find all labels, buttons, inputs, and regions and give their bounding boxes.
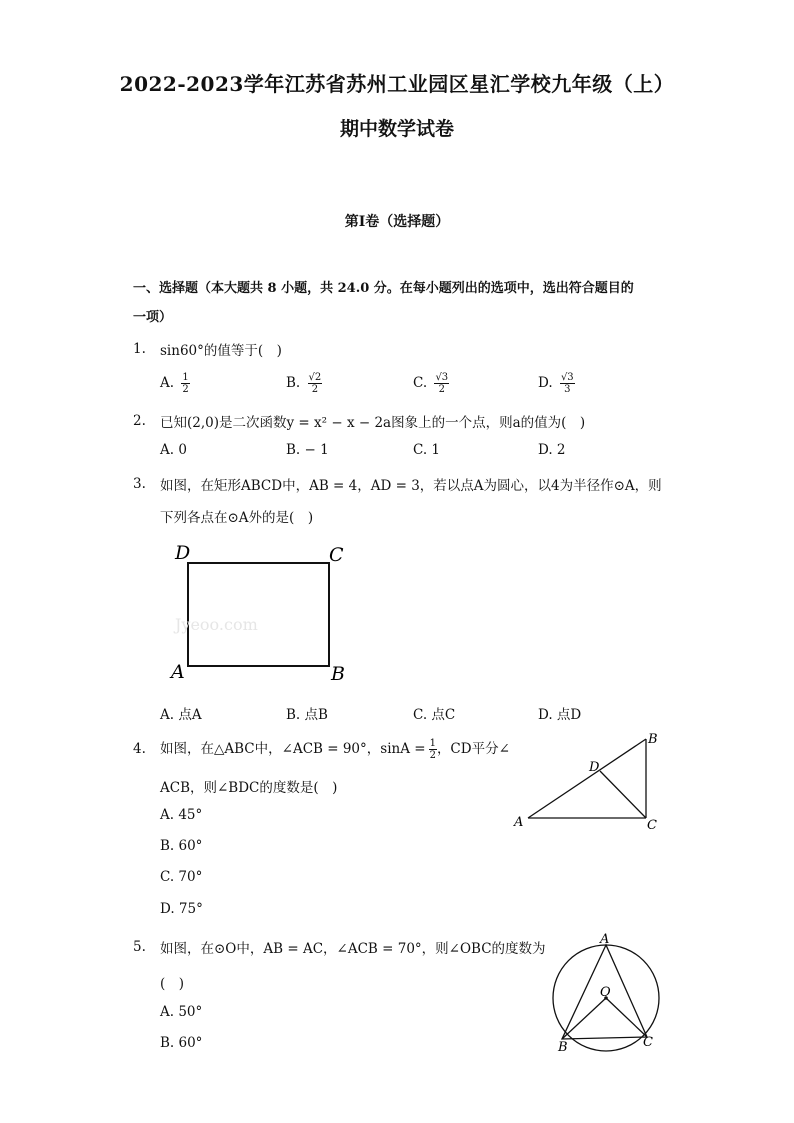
section-heading-line2: 一项） — [133, 310, 173, 325]
label-o: O — [600, 985, 611, 1000]
question-1-option-a: A. $\frac{1}{2}$ — [160, 372, 189, 395]
question-3-option-c: C. 点C — [413, 707, 456, 723]
label-a: A — [514, 815, 524, 830]
question-4-option-c: C. 70° — [160, 869, 203, 885]
label-d: D — [589, 760, 600, 775]
question-1-option-c: C. $\frac{√3}{2}$ — [413, 372, 449, 395]
question-3-number: 3. — [133, 476, 146, 492]
question-4-option-a: A. 45° — [160, 807, 203, 823]
label-a: A — [171, 661, 185, 683]
question-3-option-a: A. 点A — [160, 707, 202, 723]
question-3-rectangle-figure — [165, 538, 365, 688]
question-5-text-line1: 如图，在⊙O中，AB = AC，∠ACB = 70°，则∠OBC的度数为 — [160, 941, 546, 957]
question-4-text-line2: ACB，则∠BDC的度数是( ) — [160, 780, 338, 796]
question-1-number: 1. — [133, 341, 146, 357]
part-label: 第I卷（选择题） — [344, 214, 450, 230]
question-1-text: sin60°的值等于( ) — [160, 343, 282, 359]
question-5-circle-figure — [550, 928, 670, 1056]
question-1-option-b: B. $\frac{√2}{2}$ — [286, 372, 322, 395]
question-3-option-d: D. 点D — [538, 707, 582, 723]
label-c: C — [647, 818, 657, 833]
question-2-option-d: D. 2 — [538, 442, 566, 458]
question-4-option-b: B. 60° — [160, 838, 203, 854]
question-5-option-b: B. 60° — [160, 1035, 203, 1051]
question-4-option-d: D. 75° — [160, 901, 203, 917]
question-3-text-line1: 如图，在矩形ABCD中，AB = 4，AD = 3，若以点A为圆心，以4为半径作⊙A，则 — [160, 478, 662, 494]
question-1-option-d: D. $\frac{√3}{3}$ — [538, 372, 574, 395]
label-d: D — [175, 542, 191, 564]
question-5-number: 5. — [133, 939, 146, 955]
question-2-option-a: A. 0 — [160, 442, 187, 458]
question-3-text-line2: 下列各点在⊙A外的是( ) — [160, 510, 314, 526]
document-title-line2: 期中数学试卷 — [339, 118, 454, 140]
section-heading-line1: 一、选择题（本大题共 8 小题，共 24.0 分。在每小题列出的选项中，选出符合题目的 — [133, 281, 634, 296]
label-b: B — [558, 1040, 568, 1055]
document-title-line1: 2022-2023学年江苏省苏州工业园区星汇学校九年级（上） — [119, 72, 675, 96]
question-3-option-b: B. 点B — [286, 707, 328, 723]
question-5-text-line2: ( ) — [160, 976, 185, 992]
label-c: C — [643, 1035, 653, 1050]
question-2-option-c: C. 1 — [413, 442, 441, 458]
question-5-option-a: A. 50° — [160, 1004, 203, 1020]
question-2-option-b: B. − 1 — [286, 442, 329, 458]
label-a: A — [600, 932, 610, 947]
question-2-number: 2. — [133, 413, 146, 429]
question-4-triangle-figure — [508, 730, 668, 835]
label-b: B — [648, 732, 658, 747]
question-4-number: 4. — [133, 741, 146, 757]
label-c: C — [329, 544, 344, 566]
label-b: B — [331, 663, 345, 685]
watermark: Jyeoo.com — [175, 615, 258, 634]
question-4-text-line1: 如图，在△ABC中，∠ACB = 90°，sinA = $\frac{1}{2}$ ，CD平分∠ — [160, 738, 510, 761]
question-2-text: 已知(2,0)是二次函数y = x² − x − 2a图象上的一个点，则a的值为( ) — [160, 415, 586, 431]
